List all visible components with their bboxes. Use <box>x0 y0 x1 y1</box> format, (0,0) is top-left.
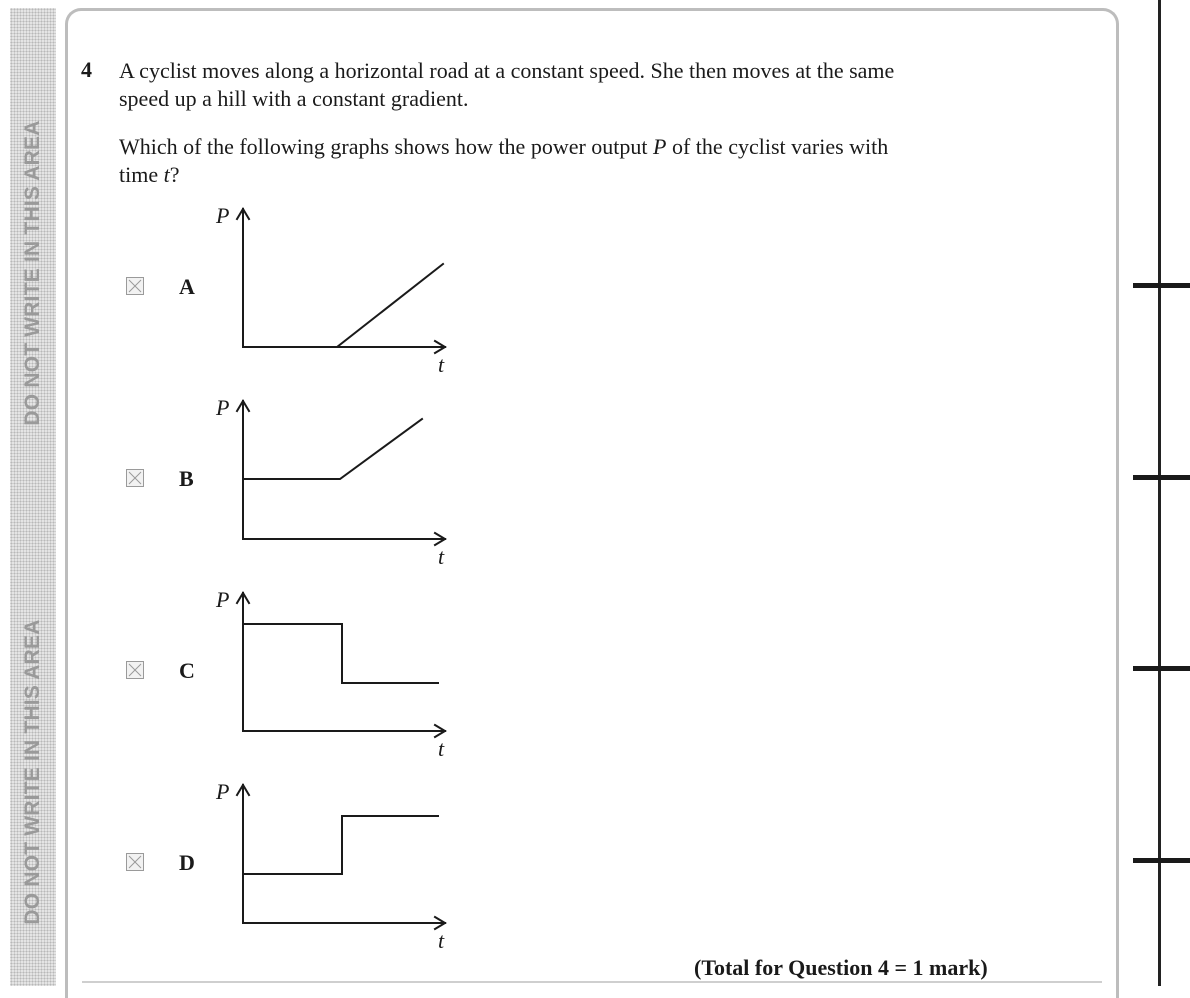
question-line-2: speed up a hill with a constant gradient. <box>119 86 469 111</box>
option-a-graph <box>205 200 455 380</box>
power-curve <box>243 624 438 683</box>
x-axis-label: t <box>438 352 445 377</box>
margin-tick <box>1133 475 1190 480</box>
option-a-checkbox[interactable] <box>126 277 144 295</box>
x-axis-label: t <box>438 544 445 569</box>
option-b-label: B <box>179 466 194 491</box>
margin-tick <box>1133 283 1190 288</box>
y-axis-label: P <box>216 395 230 420</box>
question-line-1: A cyclist moves along a horizontal road at a constant speed. She then moves at the same <box>119 58 895 83</box>
margin-warning-text: DO NOT WRITE IN THIS AREA <box>21 120 44 426</box>
right-rule <box>1158 0 1161 986</box>
option-c-graph <box>205 584 455 764</box>
y-axis-label: P <box>216 779 230 804</box>
power-curve <box>243 264 443 347</box>
margin-tick <box>1133 666 1190 671</box>
prompt-line-2: time t? <box>119 162 180 187</box>
option-c-label: C <box>179 658 195 683</box>
question-stem <box>119 57 999 113</box>
option-b-checkbox[interactable] <box>126 469 144 487</box>
question-number: 4 <box>81 57 92 82</box>
question-prompt <box>119 133 999 189</box>
total-marks: (Total for Question 4 = 1 mark) <box>694 955 988 980</box>
option-b-graph <box>205 392 455 572</box>
margin-warning-text: DO NOT WRITE IN THIS AREA <box>21 619 44 925</box>
option-a-label: A <box>179 274 195 299</box>
prompt-line-1: Which of the following graphs shows how the power output P of the cyclist varies with <box>119 134 889 159</box>
x-axis-label: t <box>438 736 445 761</box>
power-curve <box>243 816 438 874</box>
option-d-graph <box>205 776 455 956</box>
option-d-label: D <box>179 850 195 875</box>
option-c-checkbox[interactable] <box>126 661 144 679</box>
power-curve <box>243 419 422 479</box>
bottom-rule <box>82 981 1102 983</box>
x-axis-label: t <box>438 928 445 953</box>
y-axis-label: P <box>216 203 230 228</box>
option-d-checkbox[interactable] <box>126 853 144 871</box>
margin-tick <box>1133 858 1190 863</box>
y-axis-label: P <box>216 587 230 612</box>
